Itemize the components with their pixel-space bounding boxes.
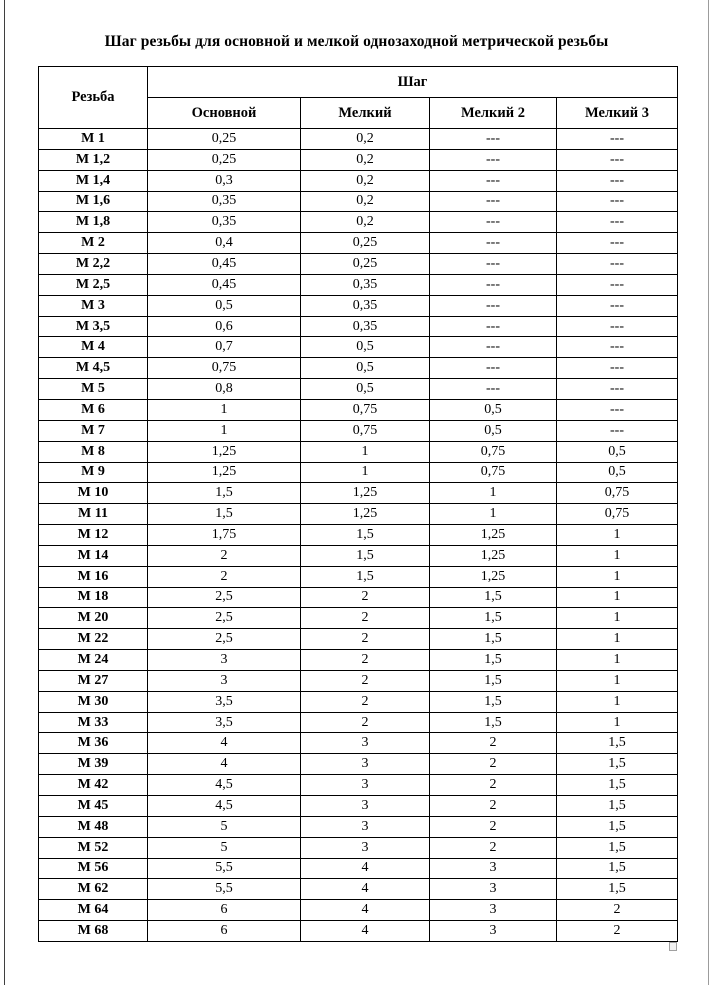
- pitch-cell: 0,7: [148, 337, 301, 358]
- pitch-cell: 1,5: [148, 504, 301, 525]
- thread-cell: М 52: [39, 837, 148, 858]
- pitch-cell: 2: [301, 691, 430, 712]
- thread-cell: М 1,4: [39, 170, 148, 191]
- pitch-cell: 4: [148, 733, 301, 754]
- table-row: [39, 587, 678, 608]
- pitch-cell: 1: [557, 691, 678, 712]
- pitch-cell: 5: [148, 816, 301, 837]
- pitch-cell: 1,5: [148, 483, 301, 504]
- pitch-cell: ---: [430, 191, 557, 212]
- page-title: Шаг резьбы для основной и мелкой однозаходной метрической резьбы: [104, 33, 609, 50]
- pitch-cell: 1,5: [557, 816, 678, 837]
- pitch-cell: 1,5: [557, 733, 678, 754]
- table-row: [39, 149, 678, 170]
- pitch-cell: 1: [557, 670, 678, 691]
- document-page: [4, 0, 709, 985]
- pitch-cell: 1: [148, 420, 301, 441]
- pitch-cell: 0,2: [301, 129, 430, 150]
- pitch-cell: 1,5: [557, 796, 678, 817]
- pitch-cell: 1,75: [148, 525, 301, 546]
- table-row: [39, 879, 678, 900]
- table-header-row: [39, 67, 678, 98]
- pitch-cell: ---: [430, 170, 557, 191]
- pitch-cell: 3,5: [148, 712, 301, 733]
- pitch-cell: 3: [301, 837, 430, 858]
- pitch-cell: 1,5: [557, 775, 678, 796]
- pitch-cell: 1,5: [301, 566, 430, 587]
- pitch-cell: 4: [301, 879, 430, 900]
- pitch-cell: 0,25: [148, 149, 301, 170]
- table-row: [39, 796, 678, 817]
- pitch-cell: 1,5: [301, 545, 430, 566]
- pitch-cell: 3: [430, 921, 557, 942]
- table-row: [39, 733, 678, 754]
- pitch-cell: 1,5: [430, 608, 557, 629]
- pitch-cell: 3: [430, 879, 557, 900]
- thread-cell: М 11: [39, 504, 148, 525]
- thread-cell: М 1: [39, 129, 148, 150]
- thread-cell: М 18: [39, 587, 148, 608]
- pitch-cell: 6: [148, 921, 301, 942]
- pitch-cell: 4: [301, 921, 430, 942]
- pitch-cell: 3: [301, 754, 430, 775]
- table-row: [39, 650, 678, 671]
- pitch-cell: 1,5: [430, 712, 557, 733]
- pitch-cell: 4: [301, 900, 430, 921]
- pitch-cell: 0,35: [301, 274, 430, 295]
- thread-cell: М 12: [39, 525, 148, 546]
- pitch-cell: 2: [301, 650, 430, 671]
- table-row: [39, 274, 678, 295]
- table-row: [39, 900, 678, 921]
- column-header-thread: Резьба: [39, 67, 148, 129]
- pitch-cell: 1: [557, 587, 678, 608]
- table-row: [39, 691, 678, 712]
- pitch-cell: 0,5: [557, 462, 678, 483]
- pitch-cell: 1: [557, 566, 678, 587]
- pitch-cell: 0,75: [301, 399, 430, 420]
- pitch-cell: 2: [430, 816, 557, 837]
- table-row: [39, 837, 678, 858]
- pitch-cell: 0,75: [148, 358, 301, 379]
- pitch-cell: 5: [148, 837, 301, 858]
- thread-cell: М 20: [39, 608, 148, 629]
- pitch-cell: 3: [430, 900, 557, 921]
- pitch-cell: 2: [430, 754, 557, 775]
- thread-cell: М 4: [39, 337, 148, 358]
- table-row: [39, 379, 678, 400]
- thread-cell: М 16: [39, 566, 148, 587]
- thread-cell: М 6: [39, 399, 148, 420]
- pitch-cell: 1,5: [430, 650, 557, 671]
- table-row: [39, 608, 678, 629]
- pitch-cell: ---: [430, 149, 557, 170]
- pitch-cell: 0,5: [301, 379, 430, 400]
- pitch-cell: ---: [557, 233, 678, 254]
- pitch-cell: 2: [301, 629, 430, 650]
- pitch-cell: 0,75: [430, 441, 557, 462]
- thread-cell: М 39: [39, 754, 148, 775]
- pitch-cell: ---: [430, 358, 557, 379]
- table-row: [39, 921, 678, 942]
- table-row: [39, 191, 678, 212]
- pitch-cell: 2: [148, 545, 301, 566]
- pitch-cell: 2: [557, 900, 678, 921]
- table-row: [39, 170, 678, 191]
- table-row: [39, 525, 678, 546]
- thread-pitch-table: [38, 66, 678, 942]
- pitch-cell: 5,5: [148, 858, 301, 879]
- pitch-cell: 1,25: [430, 525, 557, 546]
- pitch-cell: ---: [557, 149, 678, 170]
- pitch-cell: 1: [557, 608, 678, 629]
- pitch-cell: 0,5: [430, 399, 557, 420]
- pitch-cell: 0,8: [148, 379, 301, 400]
- pitch-cell: 0,4: [148, 233, 301, 254]
- pitch-cell: ---: [430, 129, 557, 150]
- thread-cell: М 3,5: [39, 316, 148, 337]
- pitch-cell: ---: [430, 379, 557, 400]
- thread-cell: М 27: [39, 670, 148, 691]
- pitch-cell: 1,25: [301, 504, 430, 525]
- pitch-cell: 3: [301, 796, 430, 817]
- thread-cell: М 45: [39, 796, 148, 817]
- thread-cell: М 8: [39, 441, 148, 462]
- table-row: [39, 212, 678, 233]
- table-row: [39, 629, 678, 650]
- pitch-cell: 1,25: [148, 462, 301, 483]
- column-group-header-pitch: Шаг: [148, 67, 678, 98]
- pitch-cell: 1: [430, 483, 557, 504]
- pitch-cell: ---: [430, 316, 557, 337]
- thread-cell: М 48: [39, 816, 148, 837]
- thread-cell: М 42: [39, 775, 148, 796]
- table-row: [39, 337, 678, 358]
- pitch-cell: ---: [430, 254, 557, 275]
- empty-paragraph-marker: [669, 942, 677, 951]
- pitch-cell: 2: [430, 837, 557, 858]
- pitch-cell: 3,5: [148, 691, 301, 712]
- pitch-cell: 0,6: [148, 316, 301, 337]
- pitch-cell: 0,5: [301, 358, 430, 379]
- table-row: [39, 399, 678, 420]
- pitch-cell: 0,75: [557, 483, 678, 504]
- pitch-cell: 3: [148, 670, 301, 691]
- pitch-cell: 0,25: [148, 129, 301, 150]
- thread-cell: М 2: [39, 233, 148, 254]
- pitch-cell: 1: [557, 712, 678, 733]
- thread-cell: М 2,2: [39, 254, 148, 275]
- pitch-cell: ---: [557, 316, 678, 337]
- thread-cell: М 5: [39, 379, 148, 400]
- pitch-cell: 1,5: [557, 879, 678, 900]
- table-row: [39, 129, 678, 150]
- pitch-cell: 2: [557, 921, 678, 942]
- pitch-cell: ---: [557, 399, 678, 420]
- pitch-cell: 1,5: [301, 525, 430, 546]
- pitch-cell: 3: [301, 816, 430, 837]
- table-row: [39, 420, 678, 441]
- pitch-cell: 1,5: [557, 754, 678, 775]
- pitch-cell: 0,25: [301, 254, 430, 275]
- thread-cell: М 1,6: [39, 191, 148, 212]
- thread-cell: М 68: [39, 921, 148, 942]
- pitch-cell: 4,5: [148, 775, 301, 796]
- pitch-cell: 6: [148, 900, 301, 921]
- pitch-cell: 0,5: [430, 420, 557, 441]
- column-subheader-2: Мелкий: [301, 98, 430, 129]
- pitch-cell: ---: [430, 212, 557, 233]
- table-row: [39, 254, 678, 275]
- table-row: [39, 358, 678, 379]
- pitch-cell: 1,5: [430, 587, 557, 608]
- pitch-cell: 0,25: [301, 233, 430, 254]
- table-row: [39, 754, 678, 775]
- pitch-cell: ---: [430, 295, 557, 316]
- table-row: [39, 504, 678, 525]
- pitch-cell: 1,25: [148, 441, 301, 462]
- pitch-cell: 0,35: [301, 295, 430, 316]
- pitch-cell: ---: [430, 337, 557, 358]
- thread-cell: М 1,2: [39, 149, 148, 170]
- pitch-cell: 2: [301, 670, 430, 691]
- thread-cell: М 1,8: [39, 212, 148, 233]
- pitch-cell: 1,5: [430, 691, 557, 712]
- thread-cell: М 64: [39, 900, 148, 921]
- pitch-cell: 5,5: [148, 879, 301, 900]
- column-subheader-3: Мелкий 2: [430, 98, 557, 129]
- pitch-cell: ---: [557, 129, 678, 150]
- table-row: [39, 816, 678, 837]
- table-row: [39, 233, 678, 254]
- pitch-cell: 0,5: [148, 295, 301, 316]
- pitch-cell: 0,2: [301, 149, 430, 170]
- thread-cell: М 30: [39, 691, 148, 712]
- pitch-cell: 3: [301, 775, 430, 796]
- pitch-cell: 1,25: [301, 483, 430, 504]
- table-row: [39, 462, 678, 483]
- pitch-cell: 2,5: [148, 629, 301, 650]
- table-row: [39, 441, 678, 462]
- pitch-cell: 3: [301, 733, 430, 754]
- pitch-cell: 4,5: [148, 796, 301, 817]
- table-row: [39, 545, 678, 566]
- pitch-cell: 1,5: [557, 858, 678, 879]
- pitch-cell: 1: [557, 525, 678, 546]
- pitch-cell: 0,35: [301, 316, 430, 337]
- table-row: [39, 483, 678, 504]
- pitch-cell: 2,5: [148, 587, 301, 608]
- pitch-cell: 2: [430, 796, 557, 817]
- pitch-cell: 1: [430, 504, 557, 525]
- thread-cell: М 33: [39, 712, 148, 733]
- column-subheader-1: Основной: [148, 98, 301, 129]
- pitch-cell: ---: [557, 254, 678, 275]
- pitch-cell: ---: [557, 212, 678, 233]
- thread-cell: М 36: [39, 733, 148, 754]
- thread-cell: М 3: [39, 295, 148, 316]
- thread-cell: М 14: [39, 545, 148, 566]
- table-row: [39, 295, 678, 316]
- pitch-cell: ---: [557, 358, 678, 379]
- thread-cell: М 24: [39, 650, 148, 671]
- pitch-cell: ---: [557, 191, 678, 212]
- thread-cell: М 56: [39, 858, 148, 879]
- pitch-cell: 3: [430, 858, 557, 879]
- thread-cell: М 4,5: [39, 358, 148, 379]
- table-row: [39, 670, 678, 691]
- pitch-cell: 1,25: [430, 545, 557, 566]
- pitch-cell: 0,35: [148, 212, 301, 233]
- pitch-cell: 1: [557, 545, 678, 566]
- pitch-cell: 0,35: [148, 191, 301, 212]
- pitch-cell: 4: [148, 754, 301, 775]
- thread-cell: М 62: [39, 879, 148, 900]
- pitch-cell: 0,2: [301, 170, 430, 191]
- thread-cell: М 10: [39, 483, 148, 504]
- pitch-cell: 0,5: [301, 337, 430, 358]
- pitch-cell: 2,5: [148, 608, 301, 629]
- pitch-cell: 2: [430, 733, 557, 754]
- pitch-cell: ---: [557, 295, 678, 316]
- pitch-cell: 0,45: [148, 254, 301, 275]
- pitch-cell: 2: [301, 587, 430, 608]
- pitch-cell: 0,5: [557, 441, 678, 462]
- thread-cell: М 7: [39, 420, 148, 441]
- pitch-cell: 1,5: [430, 670, 557, 691]
- pitch-cell: 0,3: [148, 170, 301, 191]
- table-row: [39, 858, 678, 879]
- pitch-cell: ---: [557, 420, 678, 441]
- pitch-cell: 2: [148, 566, 301, 587]
- pitch-cell: 1: [301, 441, 430, 462]
- pitch-cell: 0,2: [301, 212, 430, 233]
- table-row: [39, 566, 678, 587]
- pitch-cell: 4: [301, 858, 430, 879]
- pitch-cell: 0,75: [430, 462, 557, 483]
- pitch-cell: 0,75: [301, 420, 430, 441]
- pitch-cell: 1,5: [557, 837, 678, 858]
- pitch-cell: ---: [430, 233, 557, 254]
- pitch-cell: ---: [557, 337, 678, 358]
- pitch-cell: 1,5: [430, 629, 557, 650]
- pitch-cell: 0,2: [301, 191, 430, 212]
- pitch-cell: 0,75: [557, 504, 678, 525]
- pitch-cell: 1: [557, 629, 678, 650]
- column-subheader-4: Мелкий 3: [557, 98, 678, 129]
- pitch-cell: 1,25: [430, 566, 557, 587]
- pitch-cell: ---: [557, 170, 678, 191]
- pitch-cell: 2: [301, 608, 430, 629]
- table-row: [39, 316, 678, 337]
- pitch-cell: 2: [430, 775, 557, 796]
- pitch-cell: 1: [148, 399, 301, 420]
- pitch-cell: 1: [301, 462, 430, 483]
- thread-cell: М 2,5: [39, 274, 148, 295]
- pitch-cell: ---: [430, 274, 557, 295]
- pitch-cell: 3: [148, 650, 301, 671]
- pitch-cell: 0,45: [148, 274, 301, 295]
- pitch-cell: ---: [557, 379, 678, 400]
- thread-cell: М 9: [39, 462, 148, 483]
- table-row: [39, 712, 678, 733]
- pitch-cell: 1: [557, 650, 678, 671]
- pitch-cell: ---: [557, 274, 678, 295]
- pitch-cell: 2: [301, 712, 430, 733]
- table-row: [39, 775, 678, 796]
- thread-cell: М 22: [39, 629, 148, 650]
